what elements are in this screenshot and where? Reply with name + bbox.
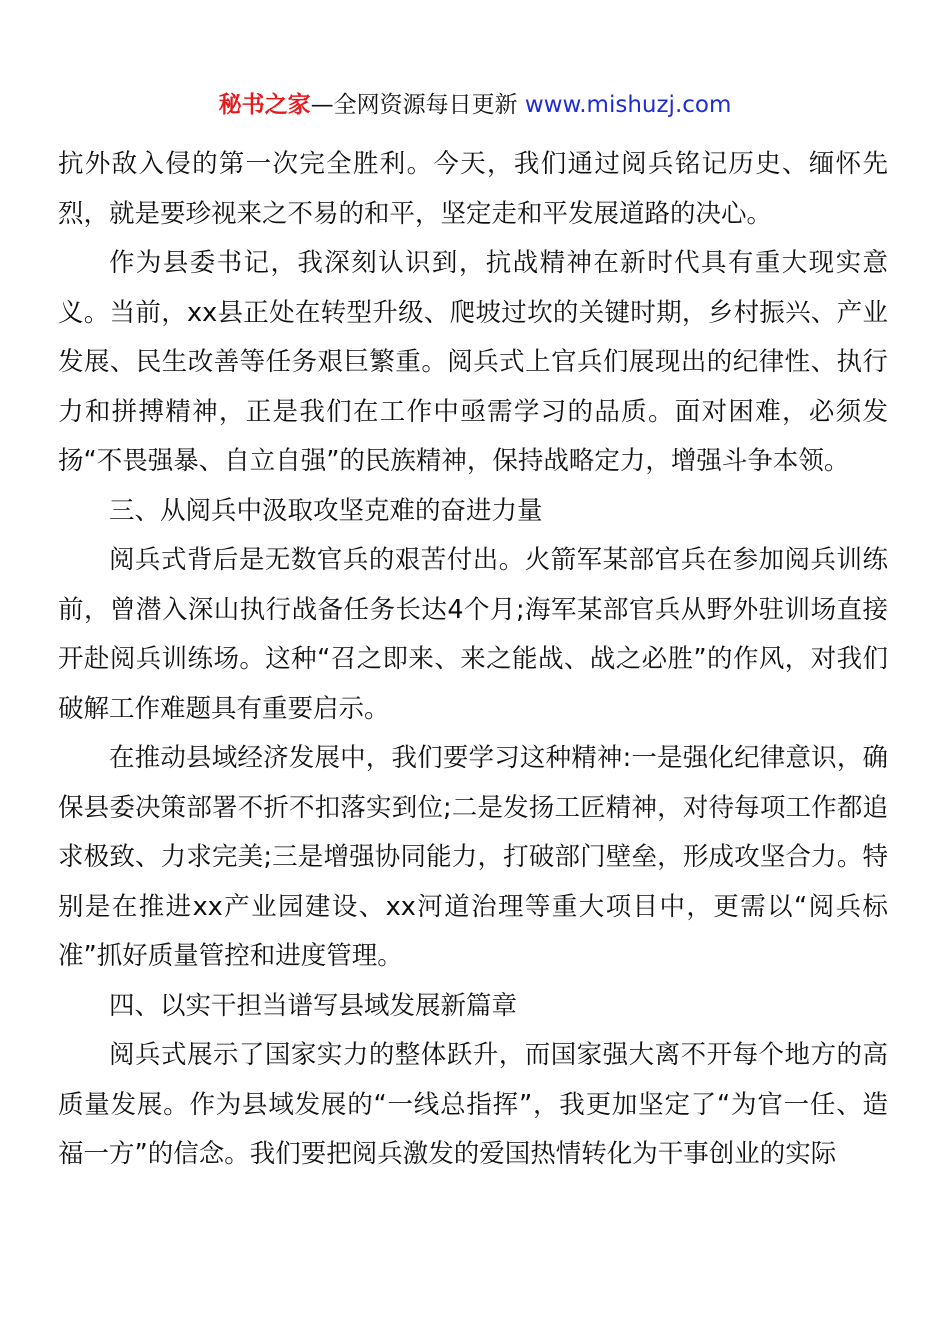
- paragraph: 阅兵式展示了国家实力的整体跃升，而国家强大离不开每个地方的高质量发展。作为县域发展的“一线总指挥”，我更加坚定了“为官一任、造福一方”的信念。我们要把阅兵激发的爱国热情转化为干事创业的实际: [58, 1040, 888, 1169]
- paragraph: 阅兵式背后是无数官兵的艰苦付出。火箭军某部官兵在参加阅兵训练前，曾潜入深山执行战备任务长达4个月;海军某部官兵从野外驻训场直接开赴阅兵训练场。这种“召之即来、来之能战、战之必胜”的作风，对我们破解工作难题具有重要启示。: [58, 545, 888, 724]
- section-heading: 四、以实干担当谱写县域发展新篇章: [109, 990, 518, 1021]
- page-header: [0, 88, 950, 122]
- header-tagline: —全网资源每日更新: [310, 92, 525, 118]
- paragraph: 在推动县域经济发展中，我们要学习这种精神:一是强化纪律意识，确保县委决策部署不折不扣落实到位;二是发扬工匠精神，对待每项工作都追求极致、力求完美;三是增强协同能力，打破部门壁垒，形成攻坚合力。特别是在推进xx产业园建设、xx河道治理等重大项目中，更需以“阅兵标准”抓好质量管控和进度管理。: [58, 743, 888, 971]
- header-url-link[interactable]: www.mishuzj.com: [524, 92, 732, 118]
- paragraph: 作为县委书记，我深刻认识到，抗战精神在新时代具有重大现实意义。当前，xx县正处在转型升级、爬坡过坎的关键时期，乡村振兴、产业发展、民生改善等任务艰巨繁重。阅兵式上官兵们展现出的纪律性、执行力和拼搏精神，正是我们在工作中亟需学习的品质。面对困难，必须发扬“不畏强暴、自立自强”的民族精神，保持战略定力，增强斗争本领。: [58, 248, 888, 476]
- document-body: [58, 140, 888, 1180]
- section-heading: 三、从阅兵中汲取攻坚克难的奋进力量: [109, 495, 543, 526]
- brand-name: 秘书之家: [218, 92, 311, 118]
- paragraph-continuation: 抗外敌入侵的第一次完全胜利。今天，我们通过阅兵铭记历史、缅怀先烈，就是要珍视来之不易的和平，坚定走和平发展道路的决心。: [58, 149, 888, 229]
